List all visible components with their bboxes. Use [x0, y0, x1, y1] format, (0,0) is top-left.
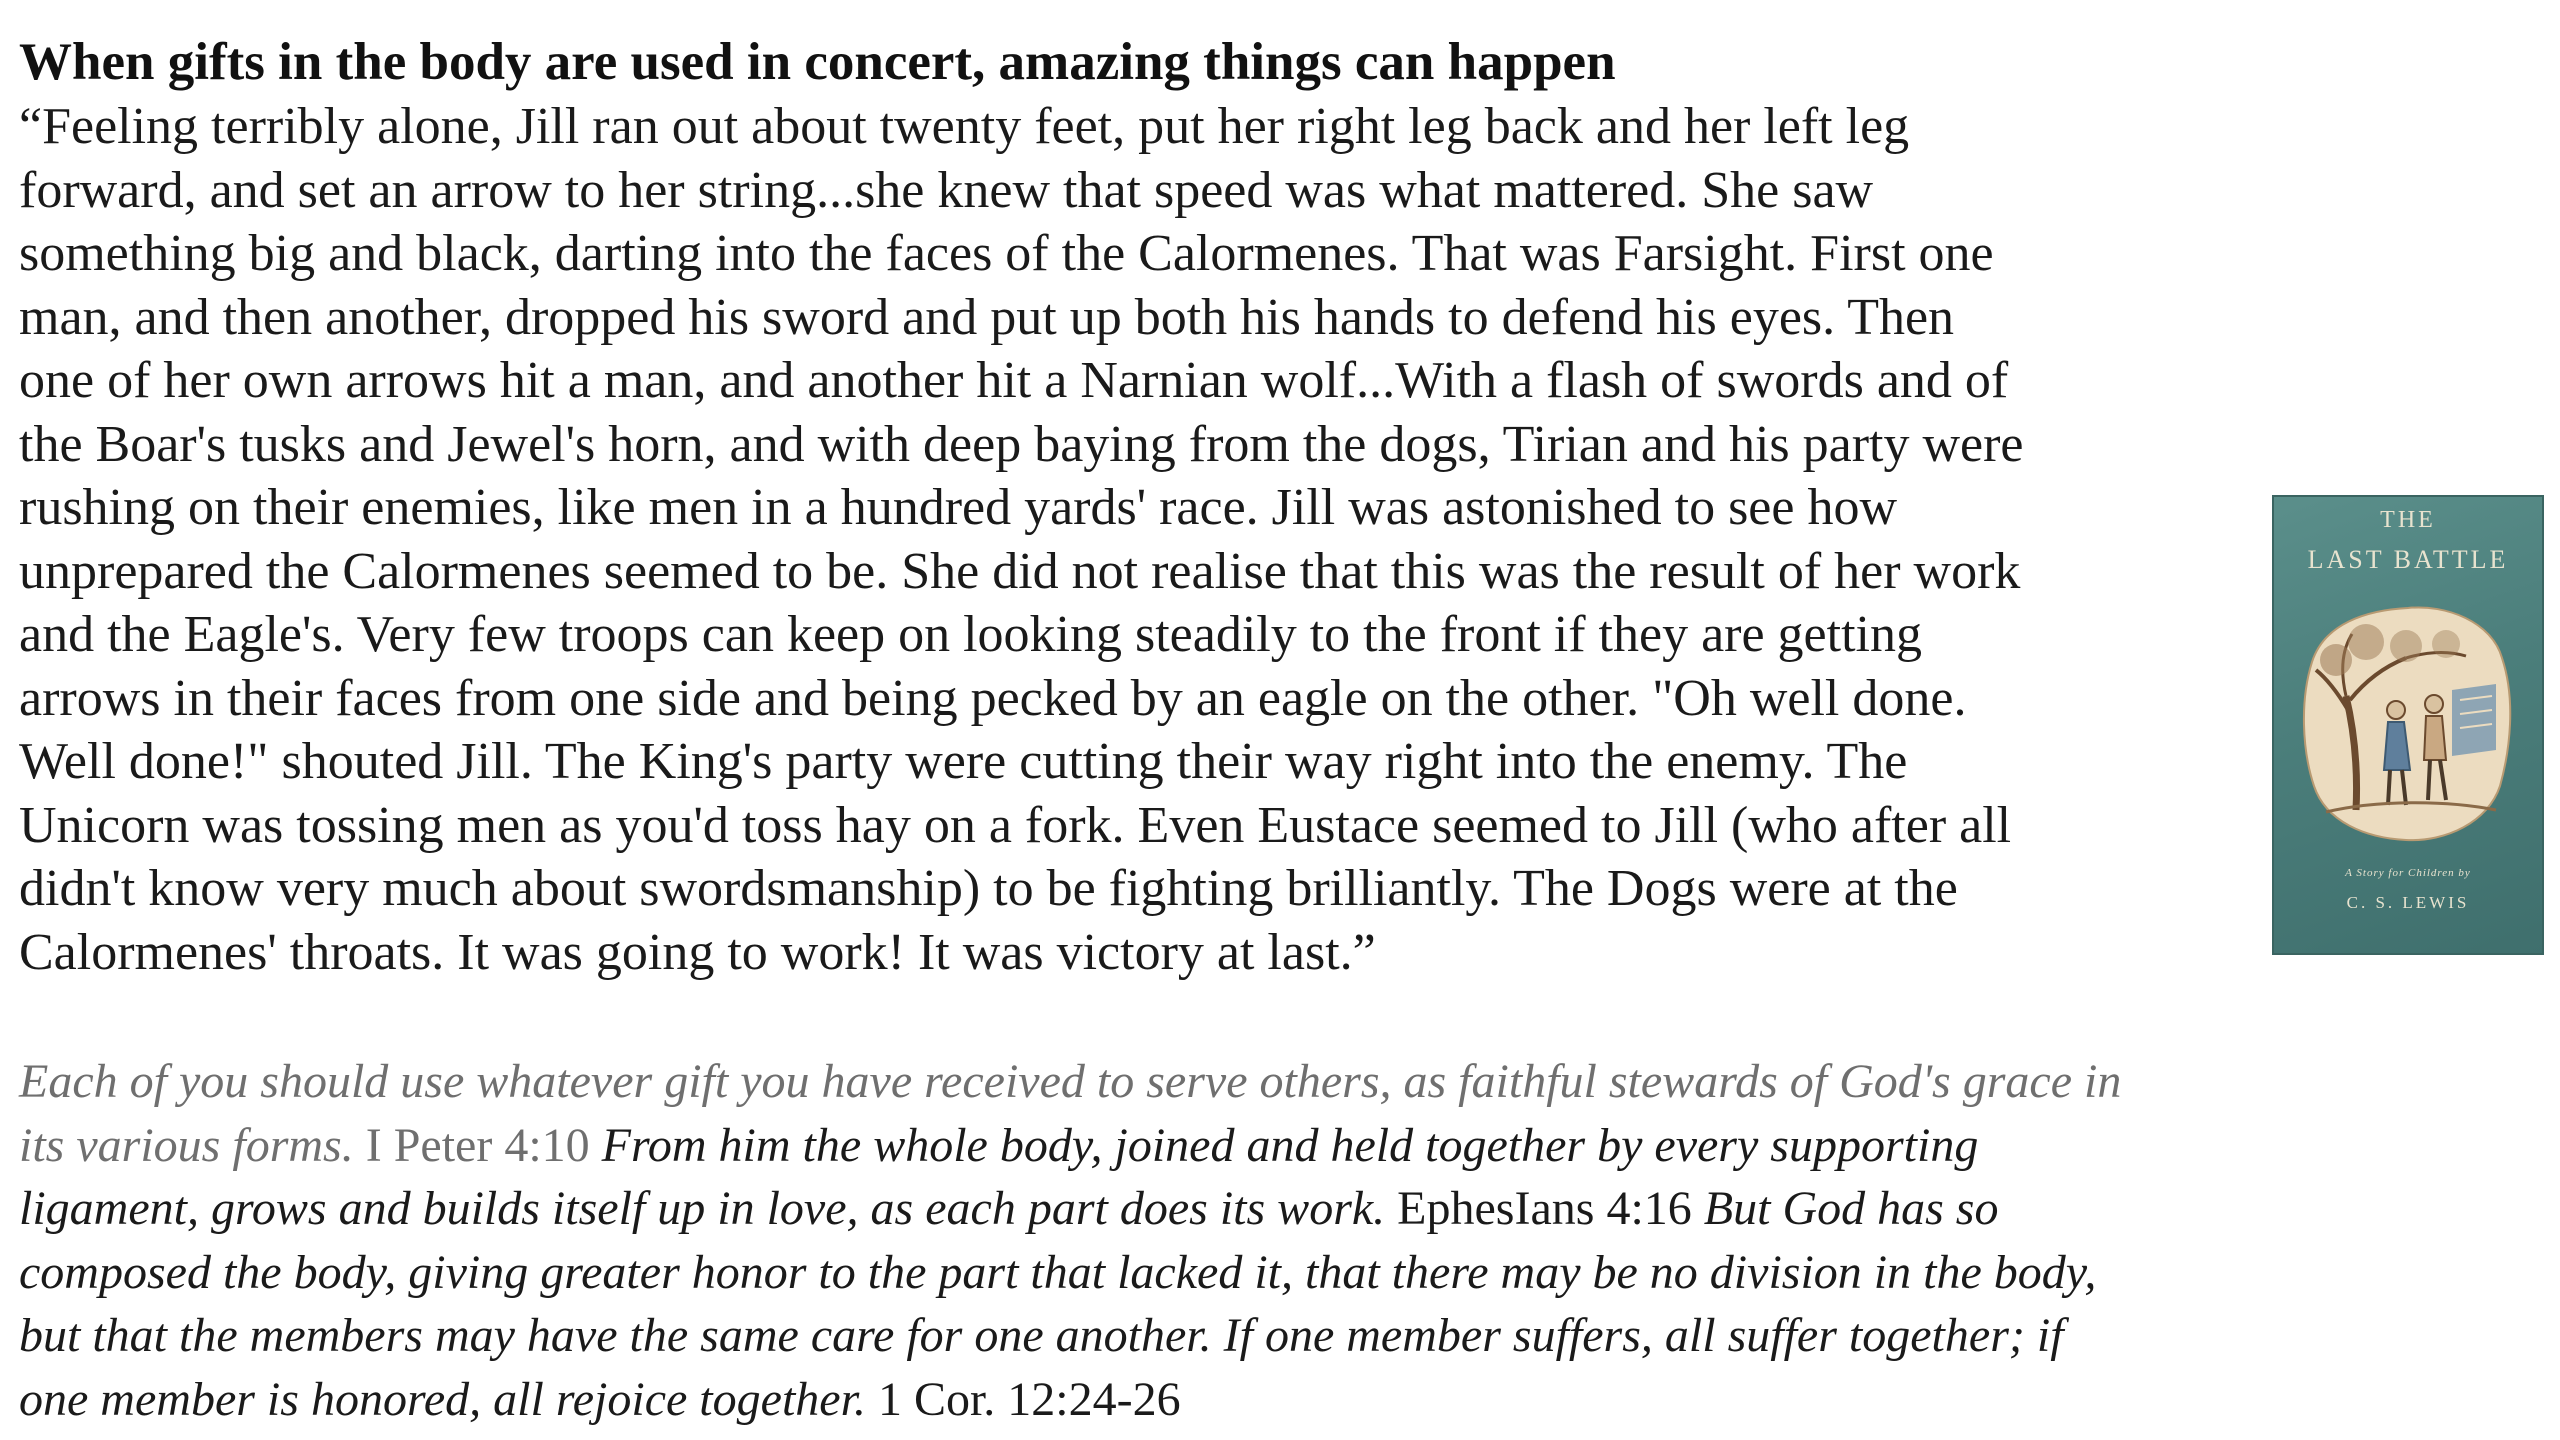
book-cover-image	[2272, 495, 2544, 955]
scripture-line	[19, 1368, 2279, 1432]
scripture-line	[19, 1304, 2279, 1368]
scripture-line	[19, 1050, 2279, 1114]
scripture-reference: I Peter 4:10	[353, 1118, 602, 1172]
scripture-text: But God has so	[1703, 1182, 1999, 1235]
book-quote	[19, 95, 2269, 984]
quote-line: unprepared the Calormenes seemed to be. She did not realise that this was the result of her work	[19, 542, 2021, 600]
scripture-line	[19, 1241, 2279, 1305]
quote-line: man, and then another, dropped his sword and put up both his hands to defend his eyes. Then	[19, 288, 1955, 346]
book-cover-illustration	[2296, 600, 2520, 850]
quote-line: Well done!" shouted Jill. The King's party were cutting their way right into the enemy. The	[19, 733, 1908, 790]
scripture-text: Each of you should use whatever gift you have received to serve others, as faithful stewards of God's grace in	[19, 1055, 2122, 1108]
quote-line: one of her own arrows hit a man, and another hit a Narnian wolf...With a flash of swords and of	[19, 352, 2009, 409]
book-cover-subtitle: A Story for Children by	[2345, 867, 2471, 879]
scripture-text: composed the body, giving greater honor to the part that lacked it, that there may be no division in the body,	[19, 1245, 2097, 1299]
quote-line: something big and black, darting into the faces of the Calormenes. That was Farsight. First one	[19, 225, 1994, 282]
scripture-text: ligament, grows and builds itself up in love, as each part does its work.	[19, 1182, 1386, 1235]
scripture-reference: 1 Cor. 12:24-26	[865, 1372, 1181, 1426]
scripture-passages	[19, 1050, 2279, 1431]
quote-line: arrows in their faces from one side and being pecked by an eagle on the other. "Oh well done.	[19, 669, 1967, 727]
scripture-line	[19, 1177, 2279, 1241]
scripture-text: but that the members may have the same care for one another. If one member suffers, all suffer together; if	[19, 1309, 2064, 1362]
scripture-reference: EphesIans 4:16	[1385, 1182, 1704, 1235]
quote-line: Calormenes' throats. It was going to work! It was victory at last.”	[19, 923, 1376, 981]
page-title: When gifts in the body are used in concert, amazing things can happen	[19, 33, 1616, 91]
quote-line: “Feeling terribly alone, Jill ran out about twenty feet, put her right leg back and her left leg	[19, 98, 1910, 155]
quote-line: didn't know very much about swordsmanship) to be fighting brilliantly. The Dogs were at the	[19, 860, 1958, 917]
quote-line: rushing on their enemies, like men in a hundred yards' race. Jill was astonished to see how	[19, 479, 1898, 536]
quote-line: the Boar's tusks and Jewel's horn, and with deep baying from the dogs, Tirian and his party were	[19, 415, 2024, 473]
quote-line: and the Eagle's. Very few troops can keep on looking steadily to the front if they are getting	[19, 606, 1922, 663]
book-cover-author: C. S. LEWIS	[2346, 893, 2470, 912]
scripture-text: From him the whole body, joined and held together by every supporting	[601, 1118, 1979, 1172]
quote-line: forward, and set an arrow to her string...she knew that speed was what mattered. She saw	[19, 161, 1874, 219]
scripture-text: one member is honored, all rejoice together.	[19, 1372, 866, 1426]
quote-line: Unicorn was tossing men as you'd toss hay on a fork. Even Eustace seemed to Jill (who after all	[19, 796, 2012, 854]
book-cover-title-line1: THE	[2380, 507, 2436, 533]
scripture-text: its various forms.	[19, 1118, 354, 1172]
scripture-line	[19, 1114, 2279, 1178]
book-cover-title-line2: LAST BATTLE	[2307, 545, 2509, 574]
